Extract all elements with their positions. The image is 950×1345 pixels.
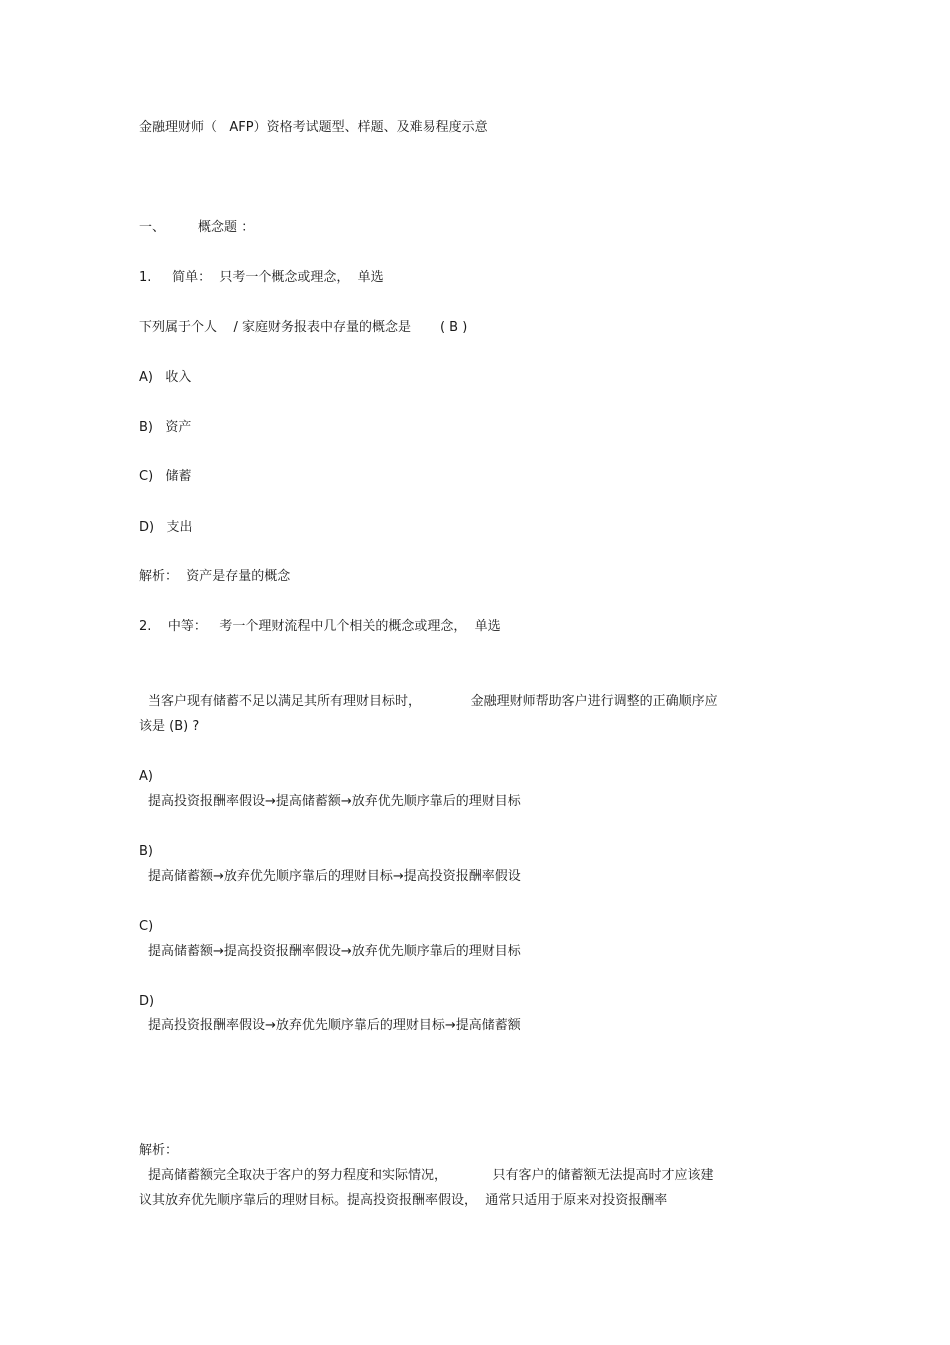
q2-option-b-label: B): [139, 844, 153, 859]
q2-option-d-text: 提高投资报酬率假设→放弃优先顺序靠后的理财目标→提高储蓄额: [148, 1018, 521, 1033]
q1-option-d: D) 支出: [139, 520, 193, 535]
q2-option-c-label: C): [139, 919, 154, 934]
document-title: 金融理财师（ AFP）资格考试题型、样题、及难易程度示意: [139, 120, 488, 135]
q2-stem-line2: 该是 (B) ?: [139, 719, 200, 734]
q2-analysis-line1: 提高储蓄额完全取决于客户的努力程度和实际情况， 只有客户的储蓄额无法提高时才应该建: [148, 1168, 714, 1183]
q2-option-d-label: D): [139, 994, 155, 1009]
q2-analysis-line2: 议其放弃优先顺序靠后的理财目标。提高投资报酬率假设， 通常只适用于原来对投资报酬率: [139, 1193, 668, 1208]
q1-option-a: A) 收入: [139, 370, 192, 385]
q2-option-b-text: 提高储蓄额→放弃优先顺序靠后的理财目标→提高投资报酬率假设: [148, 869, 521, 884]
section-heading: 一、 概念题 ：: [139, 220, 255, 235]
q1-header: 1. 简单： 只考一个概念或理念， 单选: [139, 270, 384, 285]
q2-option-a-text: 提高投资报酬率假设→提高储蓄额→放弃优先顺序靠后的理财目标: [148, 794, 521, 809]
q2-option-a-label: A): [139, 769, 153, 784]
q1-option-b: B) 资产: [139, 420, 192, 435]
q2-analysis-label: 解析：: [139, 1143, 179, 1158]
q1-option-c: C) 储蓄: [139, 469, 192, 484]
q1-stem: 下列属于个人 / 家庭财务报表中存量的概念是 ( B ): [139, 320, 468, 335]
q2-option-c-text: 提高储蓄额→提高投资报酬率假设→放弃优先顺序靠后的理财目标: [148, 944, 521, 959]
q1-analysis: 解析： 资产是存量的概念: [139, 569, 291, 584]
q2-stem-line1: 当客户现有储蓄不足以满足其所有理财目标时， 金融理财师帮助客户进行调整的正确顺序应: [148, 694, 718, 709]
q2-header: 2. 中等： 考一个理财流程中几个相关的概念或理念， 单选: [139, 619, 501, 634]
